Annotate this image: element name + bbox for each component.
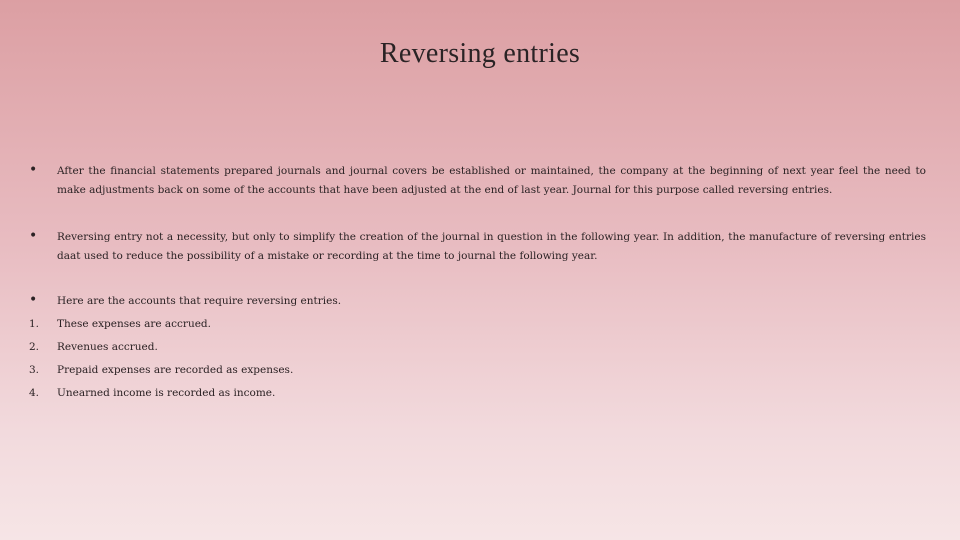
bullet-marker: • [29,292,38,308]
number-marker: 3. [29,364,40,376]
bullet-text: After the financial statements prepared journals and journal covers be established or maintained, the company at the beginning of next year feel the need to make adjustments back on some of the accounts that have been adjusted at the end of last year. Journal for this purpose called reversing entries. [57,165,926,196]
bullet-text: Reversing entry not a necessity, but only to simplify the creation of the journal in question in the following year. In addition, the manufacture of reversing entries daat used to reduce the possibility of a mistake or recording at the time to journal the following year. [57,231,926,262]
numbered-text: These expenses are accrued. [57,318,211,330]
bullet-text: Here are the accounts that require reversing entries. [57,295,342,307]
bullet-marker: • [29,228,38,244]
numbered-text: Prepaid expenses are recorded as expenses. [57,364,294,376]
numbered-text: Revenues accrued. [57,341,158,353]
number-marker: 4. [29,387,40,399]
slide-title: Reversing entries [379,38,581,69]
number-marker: 1. [29,318,40,330]
numbered-text: Unearned income is recorded as income. [57,387,276,399]
number-marker: 2. [29,341,40,353]
bullet-marker: • [29,162,38,178]
